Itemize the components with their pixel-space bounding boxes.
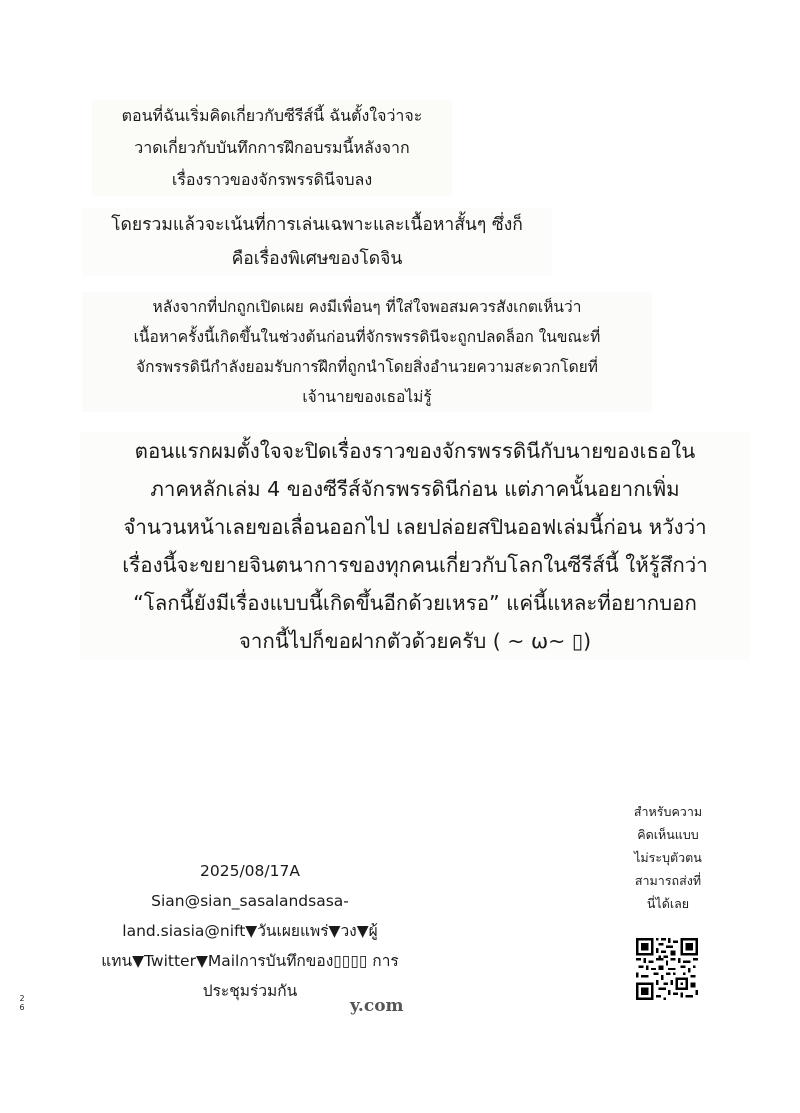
paragraph-line: ภาคหลักเล่ม 4 ของซีรีส์จักรพรรดินีก่อน แต่ภาคนั้นอยากเพิ่ม — [150, 477, 680, 501]
paragraph-line: เรื่องราวของจักรพรรดินีจบลง — [171, 170, 373, 189]
paragraph-line: เรื่องนี้จะขยายจินตนาการของทุกคนเกี่ยวกับโลกในซีรีส์นี้ ให้รู้สึกว่า — [122, 553, 708, 577]
page-number-digit: 2 — [19, 994, 25, 1003]
paragraph-focus — [82, 208, 552, 276]
paragraph-line: หลังจากที่ปกถูกเปิดเผย คงมีเพื่อนๆ ที่ใส่ใจพอสมควรสังเกตเห็นว่า — [152, 298, 582, 316]
colophon-line: land.siasia@nift▼วันเผยแพร่▼วง▼ผู้ — [122, 922, 378, 940]
feedback-line: นี่ได้เลย — [646, 896, 690, 911]
colophon-line: ประชุมร่วมกัน — [202, 982, 298, 1000]
colophon — [92, 856, 408, 1006]
page-number-digit: 6 — [19, 1003, 25, 1012]
qr-code-icon[interactable] — [636, 938, 698, 1000]
colophon-date: 2025/08/17A — [200, 862, 300, 880]
feedback-line: ไม่ระบุตัวตน — [634, 850, 702, 865]
paragraph-line: จักรพรรดินีกำลังยอมรับการฝึกที่ถูกนำโดยสิ่งอำนวยความสะดวกโดยที่ — [136, 358, 598, 376]
paragraph-line: คือเรื่องพิเศษของโดจิน — [231, 249, 403, 269]
paragraph-line: ตอนที่ฉันเริ่มคิดเกี่ยวกับซีรีส์นี้ ฉันตั้งใจว่าจะ — [121, 106, 423, 125]
feedback-note — [612, 800, 724, 915]
paragraph-line: เนื้อหาครั้งนี้เกิดขึ้นในช่วงต้นก่อนที่จักรพรรดินีจะถูกปลดล็อก ในขณะที่ — [133, 328, 601, 346]
paragraph-line: วาดเกี่ยวกับบันทึกการฝึกอบรมนี้หลังจาก — [134, 138, 410, 157]
paragraph-line: โดยรวมแล้วจะเน้นที่การเล่นเฉพาะและเนื้อหาสั้นๆ ซึ่งก็ — [111, 215, 523, 235]
paragraph-intro — [92, 100, 452, 196]
paragraph-cover-reveal — [82, 292, 652, 412]
paragraph-line: “โลกนี้ยังมีเรื่องแบบนี้เกิดขึ้นอีกด้วยเหรอ” แค่นี้แหละที่อยากบอก — [133, 591, 697, 615]
feedback-line: สามารถส่งที่ — [634, 873, 702, 888]
paragraph-line: จำนวนหน้าเลยขอเลื่อนออกไป เลยปล่อยสปินออฟเล่มนี้ก่อน หวังว่า — [123, 515, 707, 539]
paragraph-line: ตอนแรกผมตั้งใจจะปิดเรื่องราวของจักรพรรดินีกับนายของเธอใน — [134, 439, 696, 463]
feedback-line: สำหรับความ — [633, 804, 703, 819]
paragraph-afterword — [80, 432, 750, 660]
colophon-line: Sian@sian_sasalandsasa- — [151, 892, 349, 910]
paragraph-line: จากนี้ไปก็ขอฝากตัวด้วยครับ ( ~ ω~ ▯) — [238, 629, 592, 653]
watermark-text: y.com — [350, 996, 404, 1016]
paragraph-line: เจ้านายของเธอไม่รู้ — [302, 388, 432, 406]
colophon-line: แทน▼Twitter▼Mailการบันทึกของ▯▯▯▯ การ — [101, 952, 399, 970]
page-number — [18, 994, 26, 1012]
feedback-line: คิดเห็นแบบ — [637, 827, 699, 842]
